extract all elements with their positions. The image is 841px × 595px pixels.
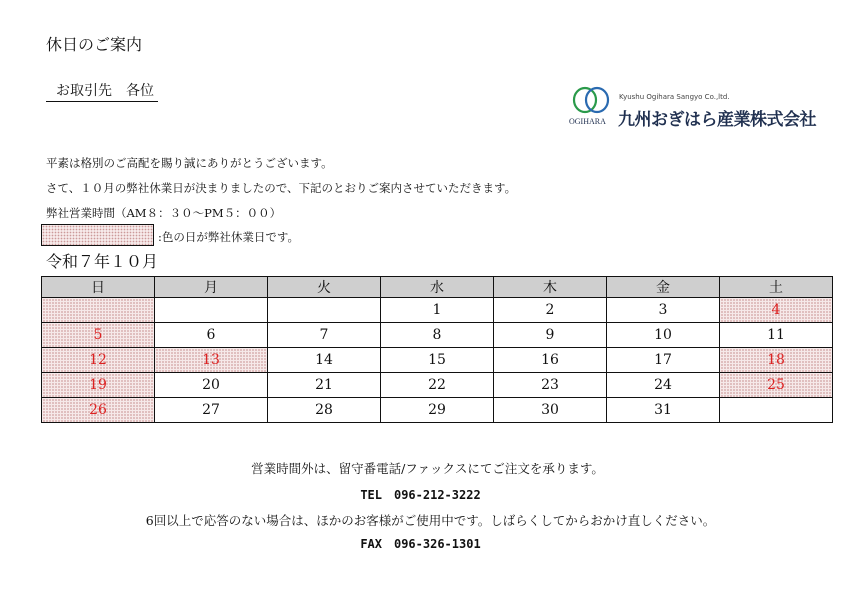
day-cell: 9 (494, 323, 607, 348)
day-cell: 31 (607, 398, 720, 423)
body-line-1: 平素は格別のご高配を賜り誠にありがとうございます。 (46, 156, 333, 170)
company-english-name: Kyushu Ogihara Sangyo Co.,ltd. (619, 93, 730, 101)
day-cell: 20 (155, 373, 268, 398)
ogihara-logo-icon (568, 84, 616, 128)
holiday-calendar (41, 276, 833, 423)
holiday-day-cell: 26 (42, 398, 155, 423)
holiday-day-cell: 25 (720, 373, 833, 398)
weekday-wed: 水 (381, 277, 494, 298)
day-cell: 10 (607, 323, 720, 348)
holiday-legend-swatch (41, 224, 154, 246)
tel-number: TEL 096-212-3222 (360, 488, 481, 502)
recipient-line: お取引先 各位 (46, 80, 158, 102)
calendar-week-row (42, 398, 833, 423)
day-cell: 21 (268, 373, 381, 398)
day-cell: 16 (494, 348, 607, 373)
holiday-day-cell: 18 (720, 348, 833, 373)
day-cell: 7 (268, 323, 381, 348)
calendar-week-row (42, 373, 833, 398)
holiday-day-cell: 5 (42, 323, 155, 348)
day-cell: 29 (381, 398, 494, 423)
holiday-legend-label: :色の日が弊社休業日です。 (158, 230, 299, 244)
day-cell: 11 (720, 323, 833, 348)
weekday-sat: 土 (720, 277, 833, 298)
page-title: 休日のご案内 (46, 35, 143, 54)
calendar-body (42, 298, 833, 423)
day-cell (268, 298, 381, 323)
day-cell: 1 (381, 298, 494, 323)
day-cell: 14 (268, 348, 381, 373)
holiday-day-cell: 4 (720, 298, 833, 323)
day-cell: 2 (494, 298, 607, 323)
holiday-day-cell: 19 (42, 373, 155, 398)
day-cell: 17 (607, 348, 720, 373)
logo-word: OGIHARA (569, 117, 606, 126)
day-cell (720, 398, 833, 423)
calendar-week-row (42, 323, 833, 348)
company-logo (568, 84, 818, 128)
day-cell: 6 (155, 323, 268, 348)
weekday-tue: 火 (268, 277, 381, 298)
day-cell (155, 298, 268, 323)
weekday-thu: 木 (494, 277, 607, 298)
weekday-fri: 金 (607, 277, 720, 298)
weekday-mon: 月 (155, 277, 268, 298)
company-japanese-name: 九州おぎはら産業株式会社 (618, 110, 816, 130)
calendar-week-row (42, 348, 833, 373)
day-cell: 24 (607, 373, 720, 398)
calendar-week-row (42, 298, 833, 323)
day-cell: 3 (607, 298, 720, 323)
after-hours-notice: 営業時間外は、留守番電話/ファックスにてご注文を承ります。 (251, 461, 604, 476)
weekday-sun: 日 (42, 277, 155, 298)
busy-line-note: 6回以上で応答のない場合は、ほかのお客様がご使用中です。しばらくしてからおかけ直しください。 (145, 513, 716, 528)
holiday-day-cell: 12 (42, 348, 155, 373)
day-cell: 15 (381, 348, 494, 373)
fax-number: FAX 096-326-1301 (360, 537, 481, 551)
day-cell: 28 (268, 398, 381, 423)
body-line-2: さて、１０月の弊社休業日が決まりましたので、下記のとおりご案内させていただきます。 (46, 181, 517, 195)
day-cell: 30 (494, 398, 607, 423)
day-cell: 8 (381, 323, 494, 348)
holiday-day-cell (42, 298, 155, 323)
day-cell: 22 (381, 373, 494, 398)
calendar-month-label: 令和７年１０月 (46, 252, 159, 271)
body-line-3: 弊社営業時間（AM８：３０～PM５：００） (46, 206, 282, 220)
day-cell: 27 (155, 398, 268, 423)
weekday-header-row (42, 277, 833, 298)
holiday-day-cell: 13 (155, 348, 268, 373)
day-cell: 23 (494, 373, 607, 398)
